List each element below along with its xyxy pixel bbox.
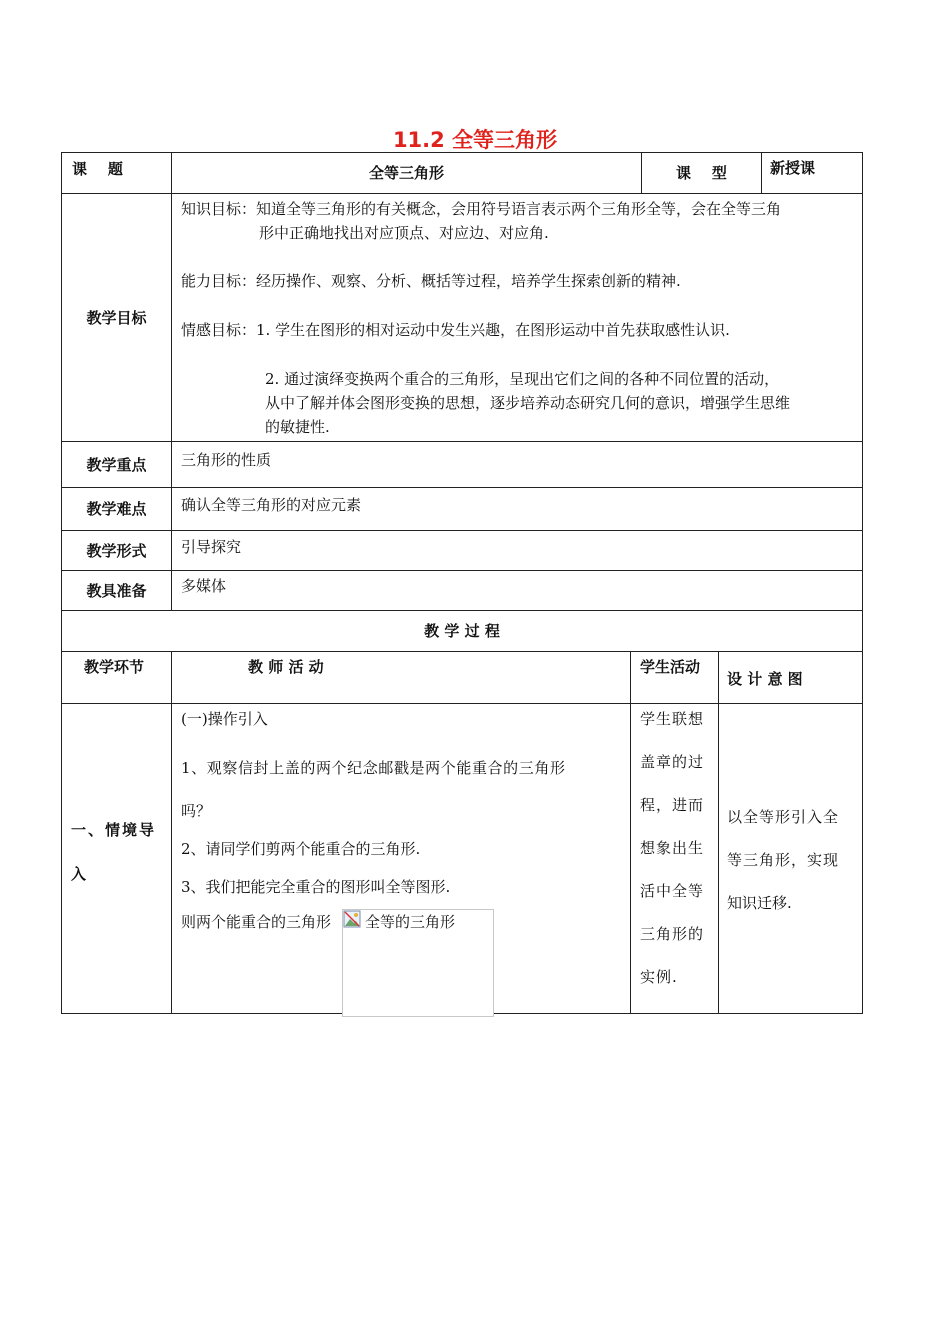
teacher-line-1: (一)操作引入 xyxy=(181,710,268,728)
student-line-7: 实例. xyxy=(640,968,678,986)
student-line-1: 学生联想 xyxy=(640,710,705,728)
teacher-line-5: 3、我们把能完全重合的图形叫全等图形. xyxy=(181,878,451,896)
student-line-4: 想象出生 xyxy=(640,839,705,857)
ability-objective: 能力目标：经历操作、观察、分析、概括等过程，培养学生探索创新的精神. xyxy=(181,272,681,290)
document-title: 11.2 全等三角形 xyxy=(392,128,558,152)
emotion-objective-2-line2: 从中了解并体会图形变换的思想，逐步培养动态研究几何的意识，增强学生思维 xyxy=(265,394,791,412)
row-tools-value: 多媒体 xyxy=(181,577,227,595)
section1-student-cell xyxy=(630,703,719,1014)
topic-value: 全等三角形 xyxy=(368,164,444,182)
row-key-point-label: 教学重点 xyxy=(86,455,147,474)
row-form-value-cell xyxy=(171,530,863,571)
objectives-content-cell xyxy=(171,193,863,442)
emotion-objective-2-line1: 2. 通过演绎变换两个重合的三角形，呈现出它们之间的各种不同位置的活动， xyxy=(265,370,780,388)
col-design-header-cell xyxy=(718,651,863,704)
teacher-line-2: 1、观察信封上盖的两个纪念邮戳是两个能重合的三角形 xyxy=(181,759,566,777)
section1-stage-line1: 一、情境导 xyxy=(71,821,157,839)
row-form-label-cell xyxy=(61,530,172,571)
row-key-point-label-cell xyxy=(61,441,172,488)
row-difficulty-label-cell xyxy=(61,487,172,531)
knowledge-objective-line1: 知识目标：知道全等三角形的有关概念，会用符号语言表示两个三角形全等，会在全等三角 xyxy=(181,200,782,218)
process-heading-cell xyxy=(61,610,863,652)
col-teacher-header-cell xyxy=(171,651,631,704)
row-difficulty-value: 确认全等三角形的对应元素 xyxy=(181,496,362,514)
row-difficulty-label: 教学难点 xyxy=(86,500,147,518)
col-stage-header-cell xyxy=(61,651,172,704)
row-form-value: 引导探究 xyxy=(181,538,242,556)
broken-image-icon xyxy=(343,910,361,928)
section1-teacher-cell xyxy=(171,703,631,1014)
student-line-5: 活中全等 xyxy=(640,882,705,900)
student-line-2: 盖章的过 xyxy=(640,753,705,771)
teacher-line-6a: 则两个能重合的三角形 xyxy=(181,913,332,931)
student-line-3: 程，进而 xyxy=(640,796,705,814)
section1-design-cell xyxy=(718,703,863,1014)
design-line-1: 以全等形引入全 xyxy=(727,808,840,826)
col-student-header-cell xyxy=(630,651,719,704)
type-label: 课 型 xyxy=(676,164,727,182)
row-difficulty-value-cell xyxy=(171,487,863,531)
objectives-label-cell xyxy=(61,193,172,442)
knowledge-objective-line2: 形中正确地找出对应顶点、对应边、对应角. xyxy=(259,224,549,242)
emotion-objective-1: 情感目标：1. 学生在图形的相对运动中发生兴趣，在图形运动中首先获取感性认识. xyxy=(181,321,730,339)
col-design-header: 设 计 意 图 xyxy=(727,670,803,688)
topic-label-cell xyxy=(61,152,172,194)
type-value: 新授课 xyxy=(770,159,816,177)
section1-stage-line2: 入 xyxy=(71,865,87,883)
design-line-3: 知识迁移. xyxy=(727,894,792,912)
section1-stage-cell xyxy=(61,703,172,1014)
type-label-cell xyxy=(641,152,762,194)
row-form-label: 教学形式 xyxy=(86,541,147,560)
type-value-cell xyxy=(761,152,863,194)
teacher-line-6b: 全等的三角形 xyxy=(365,913,456,931)
row-tools-label-cell xyxy=(61,570,172,611)
teacher-line-4: 2、请同学们剪两个能重合的三角形. xyxy=(181,840,421,858)
topic-label: 课 题 xyxy=(72,160,123,178)
col-student-header: 学生活动 xyxy=(640,658,701,676)
row-key-point-value-cell xyxy=(171,441,863,488)
process-heading: 教 学 过 程 xyxy=(424,622,500,640)
row-tools-value-cell xyxy=(171,570,863,611)
design-line-2: 等三角形，实现 xyxy=(727,851,840,869)
col-stage-header: 教学环节 xyxy=(84,658,145,676)
topic-value-cell xyxy=(171,152,642,194)
col-teacher-header: 教 师 活 动 xyxy=(248,658,324,676)
emotion-objective-2-line3: 的敏捷性. xyxy=(265,418,330,436)
student-line-6: 三角形的 xyxy=(640,925,705,943)
row-tools-label: 教具准备 xyxy=(86,581,147,600)
teacher-line-3: 吗？ xyxy=(181,802,212,820)
row-key-point-value: 三角形的性质 xyxy=(181,451,272,469)
objectives-label: 教学目标 xyxy=(86,308,147,327)
